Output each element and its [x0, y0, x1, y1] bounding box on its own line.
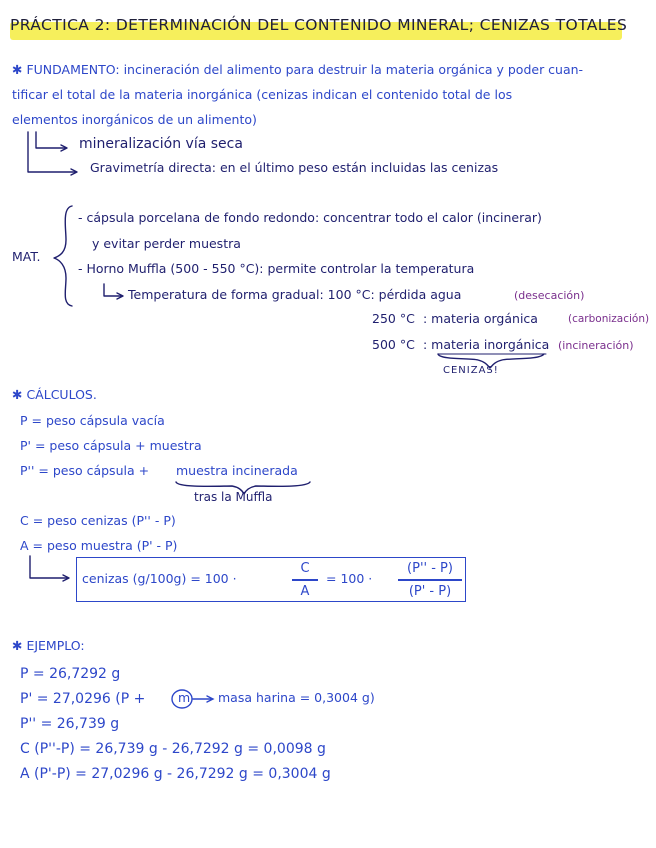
- calc-c: C = peso cenizas (P'' - P): [20, 513, 176, 528]
- temp-3-text: : materia inorgánica: [423, 337, 550, 352]
- ejemplo-line-1: P = 26,7292 g: [20, 666, 121, 682]
- materiales-item-1b: y evitar perder muestra: [92, 236, 241, 251]
- temp-1-note: (desecación): [514, 289, 585, 302]
- calc-p2-under: muestra incinerada: [176, 463, 298, 478]
- materiales-item-1a: - cápsula porcelana de fondo redondo: concentrar todo el calor (incinerar): [78, 210, 542, 225]
- temp-2-value: 250 °C: [372, 311, 415, 326]
- fundamento-line-3: elementos inorgánicos de un alimento): [12, 112, 257, 127]
- calc-p2-note: tras la Muffla: [194, 490, 273, 504]
- formula-left: cenizas (g/100g) = 100 ·: [82, 571, 237, 586]
- formula-2-denominator: (P' - P): [408, 584, 452, 599]
- temp-3-under: CENIZAS!: [443, 365, 499, 376]
- temp-2-note: (carbonización): [568, 313, 650, 325]
- formula-arrow: [30, 556, 68, 578]
- ejemplo-line-2b: masa harina = 0,3004 g): [218, 690, 375, 705]
- formula-mid: = 100 ·: [326, 571, 373, 586]
- calculos-heading: ✱ CÁLCULOS.: [12, 387, 97, 402]
- calc-a: A = peso muestra (P' - P): [20, 538, 178, 553]
- circle-m: [172, 690, 192, 708]
- ejemplo-line-3: P'' = 26,739 g: [20, 716, 120, 732]
- materiales-brace: [54, 206, 72, 306]
- branch-2-arrow: [28, 132, 76, 172]
- formula-1-numerator: C: [300, 561, 310, 576]
- ejemplo-line-2a: P' = 27,0296 (P +: [20, 691, 146, 707]
- incinerada-brace: [176, 482, 310, 494]
- ejemplo-line-4: C (P''-P) = 26,739 g - 26,7292 g = 0,0098 g: [20, 741, 326, 757]
- calc-p2: P'' = peso cápsula +: [20, 463, 150, 478]
- fundamento-branch-2: Gravimetría directa: en el último peso están incluidas las cenizas: [90, 160, 499, 175]
- materiales-item-2: - Horno Muffla (500 - 550 °C): permite controlar la temperatura: [78, 261, 475, 276]
- temp-2-text: : materia orgánica: [423, 311, 538, 326]
- formula-2-numerator: (P'' - P): [407, 561, 453, 576]
- formula-1-denominator: A: [300, 584, 310, 599]
- calc-p: P = peso cápsula vacía: [20, 413, 165, 428]
- temp-line: Temperatura de forma gradual: 100 °C: pérdida agua: [128, 287, 462, 302]
- temp-3-value: 500 °C: [372, 337, 415, 352]
- ejemplo-line-5: A (P'-P) = 27,0296 g - 26,7292 g = 0,3004 g: [20, 766, 331, 782]
- fundamento-line-2: tificar el total de la materia inorgánica (cenizas indican el contenido total de los: [12, 87, 513, 102]
- materiales-label: MAT.: [12, 249, 41, 264]
- ejemplo-heading: ✱ EJEMPLO:: [12, 638, 85, 653]
- fundamento-line-1: ✱ FUNDAMENTO: incineración del alimento para destruir la materia orgánica y poder cuan-: [12, 62, 584, 77]
- ejemplo-circle-m: m: [178, 690, 191, 705]
- inorganica-brace: [438, 354, 544, 368]
- temp-3-note: (incineración): [558, 339, 634, 352]
- page-title: PRÁCTICA 2: DETERMINACIÓN DEL CONTENIDO MINERAL; CENIZAS TOTALES: [10, 16, 628, 34]
- calc-p1: P' = peso cápsula + muestra: [20, 438, 202, 453]
- fundamento-branch-1: mineralización vía seca: [79, 136, 243, 152]
